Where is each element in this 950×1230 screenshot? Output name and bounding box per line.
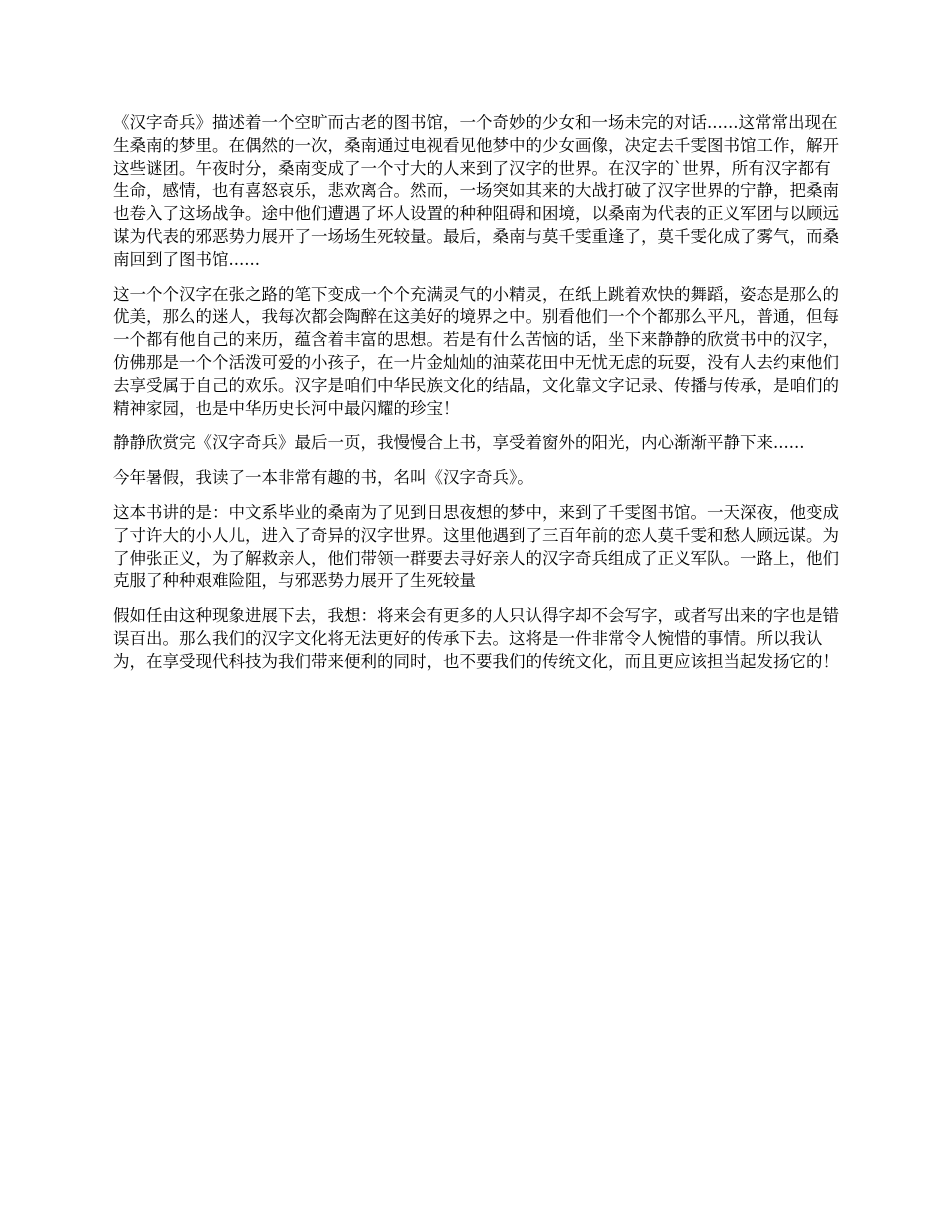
document-body (113, 112, 840, 686)
paragraph-4: 今年暑假，我读了一本非常有趣的书，名叫《汉字奇兵》。 (113, 468, 534, 488)
paragraph-1: 《汉字奇兵》描述着一个空旷而古老的图书馆，一个奇妙的少女和一场未完的对话......这常常出现在生桑南的梦里。在偶然的一次，桑南通过电视看见他梦中的少女画像，决定去千雯图书馆工作，解开这些谜团。午夜时分，桑南变成了一个寸大的人来到了汉字的世界。在汉字的`世界，所有汉字都有生命，感情，也有喜怒哀乐，悲欢离合。然而，一场突如其来的大战打破了汉字世界的宁静，把桑南也卷入了这场战争。途中他们遭遇了坏人设置的种种阻碍和困境，以桑南为代表的正义军团与以顾远谋为代表的邪恶势力展开了一场场生死较量。最后，桑南与莫千雯重逢了，莫千雯化成了雾气，而桑南回到了图书馆...... (113, 113, 839, 269)
paragraph-3: 静静欣赏完《汉字奇兵》最后一页，我慢慢合上书，享受着窗外的阳光，内心渐渐平静下来...... (113, 433, 805, 453)
paragraph-6: 假如任由这种现象进展下去，我想：将来会有更多的人只认得字却不会写字，或者写出来的字也是错误百出。那么我们的汉字文化将无法更好的传承下去。这将是一件非常令人惋惜的事情。所以我认为，在享受现代科技为我们带来便利的同时，也不要我们的传统文化，而且更应该担当起发扬它的！ (113, 606, 839, 671)
paragraph-2: 这一个个汉字在张之路的笔下变成一个个充满灵气的小精灵，在纸上跳着欢快的舞蹈，姿态是那么的优美，那么的迷人，我每次都会陶醉在这美好的境界之中。别看他们一个个都那么平凡，普通，但每一个都有他自己的来历，蕴含着丰富的思想。若是有什么苦恼的话，坐下来静静的欣赏书中的汉字，仿佛那是一个个活泼可爱的小孩子，在一片金灿灿的油菜花田中无忧无虑的玩耍，没有人去约束他们去享受属于自己的欢乐。汉字是咱们中华民族文化的结晶，文化靠文字记录、传播与传承，是咱们的精神家园，也是中华历史长河中最闪耀的珍宝！ (113, 284, 839, 418)
paragraph-5: 这本书讲的是：中文系毕业的桑南为了见到日思夜想的梦中，来到了千雯图书馆。一天深夜，他变成了寸许大的小人儿，进入了奇异的汉字世界。这里他遇到了三百年前的恋人莫千雯和愁人顾远谋。为了伸张正义，为了解救亲人，他们带领一群要去寻好亲人的汉字奇兵组成了正义军队。一路上，他们克服了种种艰难险阻，与邪恶势力展开了生死较量 (113, 502, 839, 591)
